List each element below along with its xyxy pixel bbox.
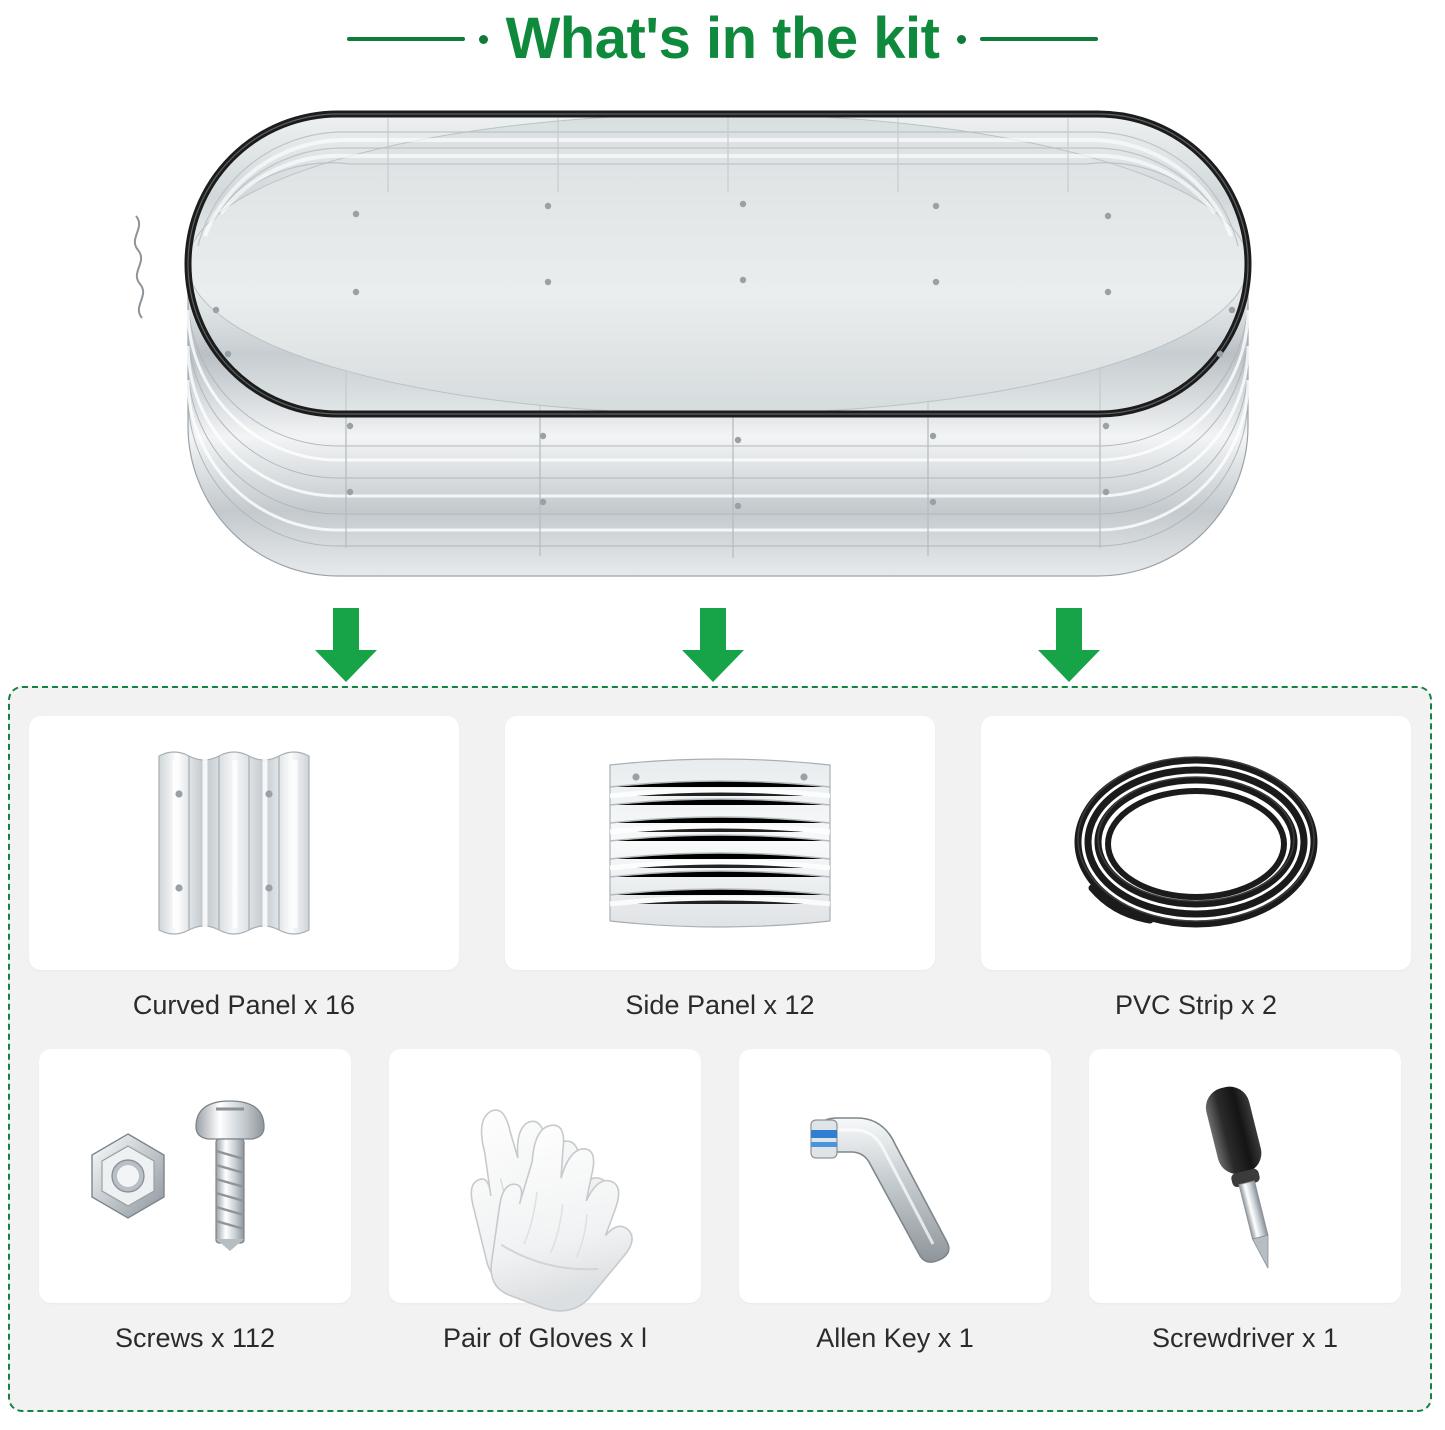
allen-key-icon (775, 1086, 1015, 1266)
arrow-down-icon-2 (672, 604, 754, 686)
raised-garden-bed-illustration (88, 96, 1358, 596)
kit-item-label: Allen Key x 1 (816, 1323, 974, 1353)
kit-item-card (505, 716, 935, 970)
kit-item-curved-panel (29, 716, 459, 1021)
hero-section (0, 84, 1445, 604)
kit-item-label: Curved Panel x 16 (132, 990, 356, 1020)
kit-item-allen-key (739, 1049, 1051, 1354)
kit-item-pvc-strip (981, 716, 1411, 1021)
kit-contents-panel (8, 686, 1432, 1412)
pvc-strip-icon (1056, 738, 1336, 948)
page-header (0, 0, 1445, 78)
kit-item-screwdriver (1089, 1049, 1401, 1354)
kit-item-card (981, 716, 1411, 970)
curved-panel-icon (119, 738, 369, 948)
kit-item-label: Side Panel x 12 (625, 990, 815, 1020)
decor-dot-left (479, 35, 488, 44)
gloves-icon (420, 1076, 670, 1276)
kit-item-card (29, 716, 459, 970)
kit-item-card (739, 1049, 1051, 1303)
header-decoration-left (347, 35, 488, 44)
arrow-down-icon-3 (1028, 604, 1110, 686)
kit-item-label: Screwdriver x 1 (1151, 1323, 1339, 1353)
decor-bar-left (347, 37, 465, 41)
kit-item-side-panel (505, 716, 935, 1021)
screws-icon (80, 1081, 310, 1271)
kit-item-card (1089, 1049, 1401, 1303)
side-panel-icon (590, 743, 850, 943)
kit-row-1 (28, 716, 1412, 1021)
arrow-down-icon-1 (305, 604, 387, 686)
kit-item-label: PVC Strip x 2 (1114, 990, 1278, 1020)
kit-item-gloves (389, 1049, 701, 1354)
kit-item-label: Pair of Gloves x l (442, 1323, 648, 1353)
kit-row-2 (28, 1049, 1412, 1354)
screwdriver-icon (1145, 1071, 1345, 1281)
kit-item-label: Screws x 112 (114, 1323, 276, 1353)
raised-garden-bed-image (88, 96, 1358, 596)
header-decoration-right (957, 35, 1098, 44)
kit-item-card (39, 1049, 351, 1303)
kit-item-screws (39, 1049, 351, 1354)
decor-dot-right (957, 35, 966, 44)
decor-bar-right (980, 37, 1098, 41)
arrow-row (0, 604, 1445, 696)
kit-item-card (389, 1049, 701, 1303)
page-title: What's in the kit (505, 6, 940, 71)
